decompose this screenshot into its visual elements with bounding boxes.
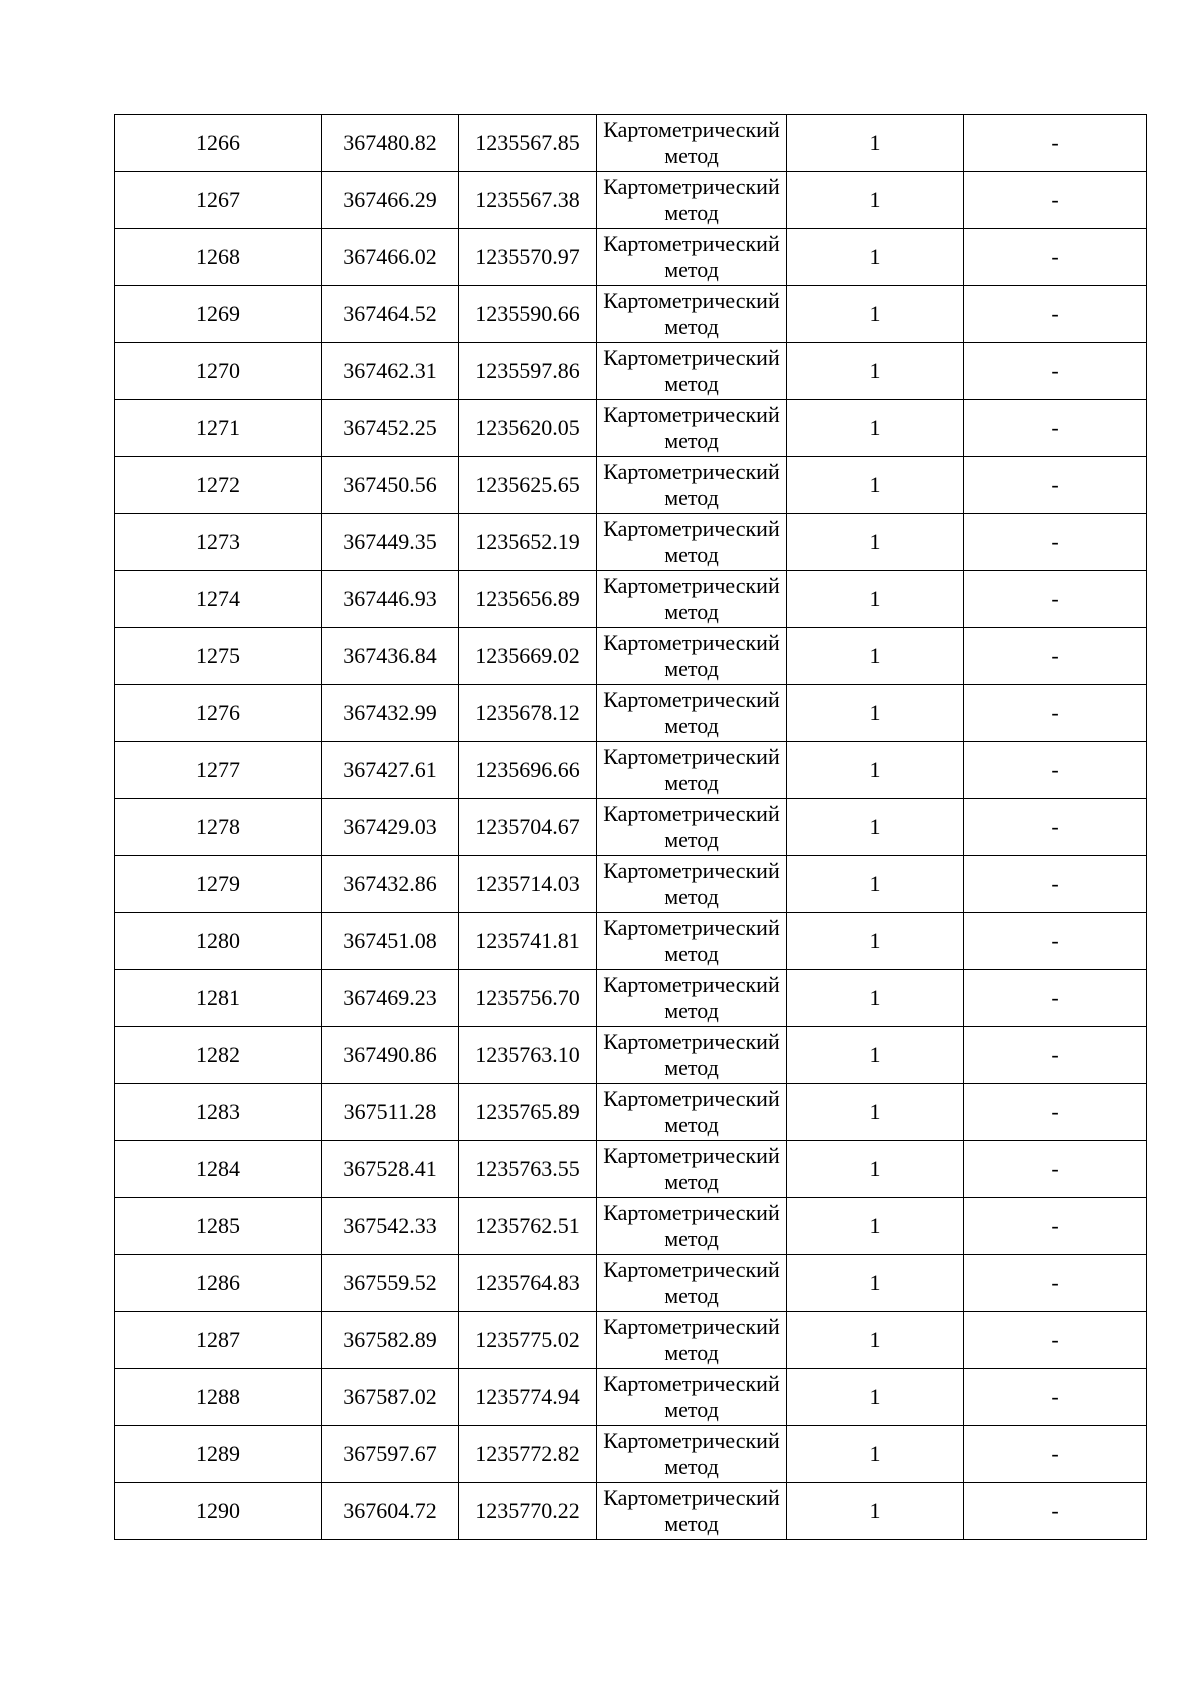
- note-cell: -: [964, 400, 1147, 457]
- point-number-cell: 1284: [115, 1141, 322, 1198]
- note-cell: -: [964, 970, 1147, 1027]
- table-row: [115, 856, 1147, 913]
- table-row: [115, 286, 1147, 343]
- y-coordinate-cell: 1235567.38: [459, 172, 597, 229]
- table-row: [115, 1426, 1147, 1483]
- accuracy-cell: 1: [787, 400, 964, 457]
- note-cell: -: [964, 1198, 1147, 1255]
- note-cell: -: [964, 172, 1147, 229]
- table-row: [115, 172, 1147, 229]
- table-row: [115, 970, 1147, 1027]
- point-number-cell: 1267: [115, 172, 322, 229]
- x-coordinate-cell: 367449.35: [322, 514, 459, 571]
- table-row: [115, 457, 1147, 514]
- note-cell: -: [964, 115, 1147, 172]
- method-cell: Картометрический метод: [597, 571, 787, 628]
- note-cell: -: [964, 913, 1147, 970]
- table-row: [115, 1141, 1147, 1198]
- table-row: [115, 799, 1147, 856]
- accuracy-cell: 1: [787, 457, 964, 514]
- x-coordinate-cell: 367432.86: [322, 856, 459, 913]
- note-cell: -: [964, 1255, 1147, 1312]
- note-cell: -: [964, 229, 1147, 286]
- point-number-cell: 1282: [115, 1027, 322, 1084]
- x-coordinate-cell: 367511.28: [322, 1084, 459, 1141]
- y-coordinate-cell: 1235652.19: [459, 514, 597, 571]
- x-coordinate-cell: 367469.23: [322, 970, 459, 1027]
- table-row: [115, 685, 1147, 742]
- table-row: [115, 628, 1147, 685]
- point-number-cell: 1279: [115, 856, 322, 913]
- accuracy-cell: 1: [787, 742, 964, 799]
- point-number-cell: 1270: [115, 343, 322, 400]
- note-cell: -: [964, 742, 1147, 799]
- accuracy-cell: 1: [787, 1084, 964, 1141]
- accuracy-cell: 1: [787, 229, 964, 286]
- y-coordinate-cell: 1235570.97: [459, 229, 597, 286]
- method-cell: Картометрический метод: [597, 1027, 787, 1084]
- accuracy-cell: 1: [787, 343, 964, 400]
- accuracy-cell: 1: [787, 172, 964, 229]
- y-coordinate-cell: 1235714.03: [459, 856, 597, 913]
- note-cell: -: [964, 1369, 1147, 1426]
- point-number-cell: 1275: [115, 628, 322, 685]
- accuracy-cell: 1: [787, 1255, 964, 1312]
- coordinates-table: [114, 114, 1147, 1540]
- x-coordinate-cell: 367604.72: [322, 1483, 459, 1540]
- note-cell: -: [964, 1483, 1147, 1540]
- method-cell: Картометрический метод: [597, 343, 787, 400]
- y-coordinate-cell: 1235704.67: [459, 799, 597, 856]
- table-row: [115, 571, 1147, 628]
- x-coordinate-cell: 367480.82: [322, 115, 459, 172]
- accuracy-cell: 1: [787, 970, 964, 1027]
- table-row: [115, 1369, 1147, 1426]
- accuracy-cell: 1: [787, 913, 964, 970]
- x-coordinate-cell: 367427.61: [322, 742, 459, 799]
- note-cell: -: [964, 514, 1147, 571]
- table-body: [115, 115, 1147, 1540]
- point-number-cell: 1287: [115, 1312, 322, 1369]
- table-row: [115, 229, 1147, 286]
- accuracy-cell: 1: [787, 286, 964, 343]
- method-cell: Картометрический метод: [597, 1141, 787, 1198]
- y-coordinate-cell: 1235625.65: [459, 457, 597, 514]
- x-coordinate-cell: 367466.29: [322, 172, 459, 229]
- y-coordinate-cell: 1235763.10: [459, 1027, 597, 1084]
- accuracy-cell: 1: [787, 628, 964, 685]
- accuracy-cell: 1: [787, 115, 964, 172]
- table-row: [115, 1198, 1147, 1255]
- method-cell: Картометрический метод: [597, 742, 787, 799]
- x-coordinate-cell: 367451.08: [322, 913, 459, 970]
- method-cell: Картометрический метод: [597, 913, 787, 970]
- x-coordinate-cell: 367452.25: [322, 400, 459, 457]
- note-cell: -: [964, 1027, 1147, 1084]
- point-number-cell: 1280: [115, 913, 322, 970]
- table-row: [115, 1084, 1147, 1141]
- accuracy-cell: 1: [787, 1198, 964, 1255]
- method-cell: Картометрический метод: [597, 685, 787, 742]
- table-row: [115, 1483, 1147, 1540]
- y-coordinate-cell: 1235620.05: [459, 400, 597, 457]
- x-coordinate-cell: 367542.33: [322, 1198, 459, 1255]
- note-cell: -: [964, 1084, 1147, 1141]
- method-cell: Картометрический метод: [597, 286, 787, 343]
- x-coordinate-cell: 367462.31: [322, 343, 459, 400]
- x-coordinate-cell: 367429.03: [322, 799, 459, 856]
- y-coordinate-cell: 1235765.89: [459, 1084, 597, 1141]
- accuracy-cell: 1: [787, 514, 964, 571]
- point-number-cell: 1290: [115, 1483, 322, 1540]
- note-cell: -: [964, 856, 1147, 913]
- table-row: [115, 514, 1147, 571]
- method-cell: Картометрический метод: [597, 1483, 787, 1540]
- x-coordinate-cell: 367466.02: [322, 229, 459, 286]
- accuracy-cell: 1: [787, 1426, 964, 1483]
- method-cell: Картометрический метод: [597, 1426, 787, 1483]
- point-number-cell: 1276: [115, 685, 322, 742]
- note-cell: -: [964, 1141, 1147, 1198]
- method-cell: Картометрический метод: [597, 1198, 787, 1255]
- point-number-cell: 1266: [115, 115, 322, 172]
- method-cell: Картометрический метод: [597, 229, 787, 286]
- y-coordinate-cell: 1235590.66: [459, 286, 597, 343]
- point-number-cell: 1285: [115, 1198, 322, 1255]
- y-coordinate-cell: 1235774.94: [459, 1369, 597, 1426]
- x-coordinate-cell: 367559.52: [322, 1255, 459, 1312]
- point-number-cell: 1272: [115, 457, 322, 514]
- point-number-cell: 1268: [115, 229, 322, 286]
- method-cell: Картометрический метод: [597, 1369, 787, 1426]
- table-row: [115, 1027, 1147, 1084]
- note-cell: -: [964, 571, 1147, 628]
- note-cell: -: [964, 628, 1147, 685]
- accuracy-cell: 1: [787, 1369, 964, 1426]
- accuracy-cell: 1: [787, 571, 964, 628]
- x-coordinate-cell: 367436.84: [322, 628, 459, 685]
- method-cell: Картометрический метод: [597, 172, 787, 229]
- method-cell: Картометрический метод: [597, 970, 787, 1027]
- method-cell: Картометрический метод: [597, 856, 787, 913]
- y-coordinate-cell: 1235678.12: [459, 685, 597, 742]
- method-cell: Картометрический метод: [597, 628, 787, 685]
- note-cell: -: [964, 685, 1147, 742]
- y-coordinate-cell: 1235696.66: [459, 742, 597, 799]
- point-number-cell: 1271: [115, 400, 322, 457]
- note-cell: -: [964, 1426, 1147, 1483]
- y-coordinate-cell: 1235756.70: [459, 970, 597, 1027]
- point-number-cell: 1289: [115, 1426, 322, 1483]
- y-coordinate-cell: 1235775.02: [459, 1312, 597, 1369]
- method-cell: Картометрический метод: [597, 1084, 787, 1141]
- method-cell: Картометрический метод: [597, 1255, 787, 1312]
- accuracy-cell: 1: [787, 1483, 964, 1540]
- table-row: [115, 115, 1147, 172]
- y-coordinate-cell: 1235656.89: [459, 571, 597, 628]
- x-coordinate-cell: 367587.02: [322, 1369, 459, 1426]
- point-number-cell: 1283: [115, 1084, 322, 1141]
- x-coordinate-cell: 367582.89: [322, 1312, 459, 1369]
- method-cell: Картометрический метод: [597, 1312, 787, 1369]
- y-coordinate-cell: 1235597.86: [459, 343, 597, 400]
- point-number-cell: 1278: [115, 799, 322, 856]
- accuracy-cell: 1: [787, 685, 964, 742]
- point-number-cell: 1274: [115, 571, 322, 628]
- method-cell: Картометрический метод: [597, 514, 787, 571]
- point-number-cell: 1281: [115, 970, 322, 1027]
- table-row: [115, 742, 1147, 799]
- accuracy-cell: 1: [787, 1312, 964, 1369]
- y-coordinate-cell: 1235764.83: [459, 1255, 597, 1312]
- x-coordinate-cell: 367528.41: [322, 1141, 459, 1198]
- point-number-cell: 1286: [115, 1255, 322, 1312]
- point-number-cell: 1277: [115, 742, 322, 799]
- note-cell: -: [964, 1312, 1147, 1369]
- x-coordinate-cell: 367432.99: [322, 685, 459, 742]
- method-cell: Картометрический метод: [597, 400, 787, 457]
- note-cell: -: [964, 343, 1147, 400]
- y-coordinate-cell: 1235669.02: [459, 628, 597, 685]
- y-coordinate-cell: 1235567.85: [459, 115, 597, 172]
- accuracy-cell: 1: [787, 799, 964, 856]
- y-coordinate-cell: 1235772.82: [459, 1426, 597, 1483]
- table-row: [115, 1312, 1147, 1369]
- method-cell: Картометрический метод: [597, 115, 787, 172]
- note-cell: -: [964, 286, 1147, 343]
- x-coordinate-cell: 367446.93: [322, 571, 459, 628]
- table-row: [115, 913, 1147, 970]
- accuracy-cell: 1: [787, 856, 964, 913]
- y-coordinate-cell: 1235763.55: [459, 1141, 597, 1198]
- accuracy-cell: 1: [787, 1141, 964, 1198]
- x-coordinate-cell: 367597.67: [322, 1426, 459, 1483]
- table-row: [115, 1255, 1147, 1312]
- accuracy-cell: 1: [787, 1027, 964, 1084]
- x-coordinate-cell: 367464.52: [322, 286, 459, 343]
- table-row: [115, 343, 1147, 400]
- y-coordinate-cell: 1235770.22: [459, 1483, 597, 1540]
- point-number-cell: 1269: [115, 286, 322, 343]
- y-coordinate-cell: 1235741.81: [459, 913, 597, 970]
- table-row: [115, 400, 1147, 457]
- method-cell: Картометрический метод: [597, 799, 787, 856]
- point-number-cell: 1288: [115, 1369, 322, 1426]
- method-cell: Картометрический метод: [597, 457, 787, 514]
- x-coordinate-cell: 367450.56: [322, 457, 459, 514]
- note-cell: -: [964, 799, 1147, 856]
- point-number-cell: 1273: [115, 514, 322, 571]
- note-cell: -: [964, 457, 1147, 514]
- y-coordinate-cell: 1235762.51: [459, 1198, 597, 1255]
- x-coordinate-cell: 367490.86: [322, 1027, 459, 1084]
